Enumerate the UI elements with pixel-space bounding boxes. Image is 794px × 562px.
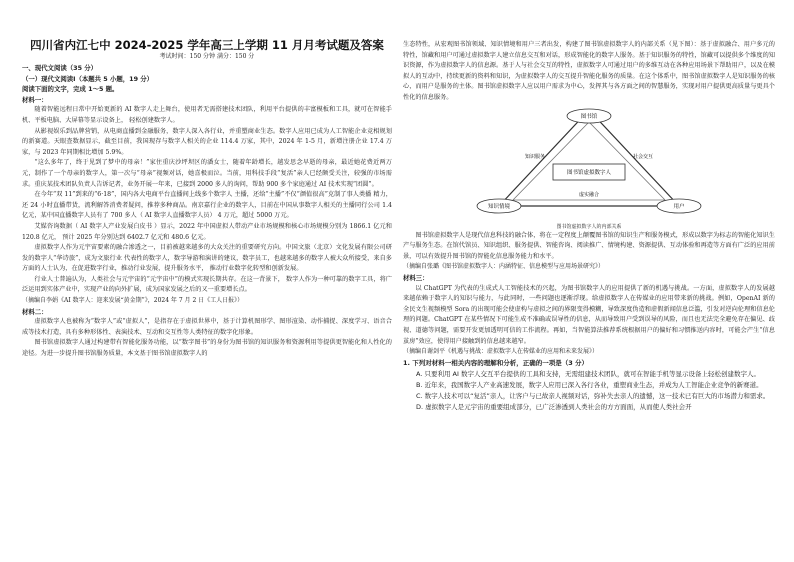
- option-c: C. 数字人技术可以“复活”亲人，让客户与已故亲人视频对话，弥补失去亲人的遗憾，这一技术已有巨大的市场潜力和需求。: [416, 391, 770, 400]
- material-2-label: 材料二：: [22, 307, 48, 316]
- question-1-stem: 1. 下列对材料一相关内容的理解和分析，正确的一项是（3 分）: [403, 358, 589, 367]
- reading-instruction: 阅读下面的文字，完成 1～5 题。: [22, 85, 119, 94]
- material-1-label: 材料一：: [22, 95, 48, 104]
- exam-info: 考试时间：150 分钟 满分：150 分: [159, 53, 255, 60]
- material-1-paragraph: 虚拟数字人作为元宇宙要素的融合渗透之一，目前被越来越多的大众关注的重要研究方向。中国文旅（北京）文化发展有限公司研发的数字人“华诗旅”，成为文旅行业 代表性的数字人，数字导游和演讲的建议，数字员工，也越来越多的数字人被大众所接受，来自多方面的人士认为，在促进数字行业，推动行业发展，提升服务水平， 推动行业数字化转型和创新发展。: [22, 244, 392, 273]
- material-2-paragraph: 虚拟数字人也被称为“数字人”或“虚拟人”，是指存在于虚拟世界中，基于计算机图形学、图形渲染、动作捕捉、深度学习、语音合成等技术打造，具有多种形体性、表演技术、互动和交互性等人类特征的数字化形象。: [22, 318, 392, 336]
- diagram-edge-label: 知识服务: [524, 153, 546, 160]
- material-2-source: （摘编自张璐《图书馆虚拟数字人：内涵特征、信息模型与应用场景研究》）: [403, 263, 605, 271]
- diagram-label: 图书馆: [580, 113, 598, 120]
- diagram-label: 知识情境: [487, 203, 511, 210]
- diagram-label: 用户: [673, 203, 685, 210]
- material-3-source: （摘编自谢剑平《机遇与挑战：虚拟数字人在传媒业的应用和未来发展》）: [403, 348, 599, 356]
- material-3-paragraph: 以 ChatGPT 为代表的生成式人工智能技术的兴起，为图书馆数字人的应用提供了新的机遇与挑战。一方面，虚拟数字人的发展越来越依赖于数字人的知识与能力，与此同时，一些问题也逐渐浮现。给虚拟数字人在传媒业的应用带来新的挑战。例如，OpenAI 新的全民文生视频模型 Sora 的出现可能会使虚构与虚拟之间的界限变得模糊，导致深度伪造和虚假新闻信息泛滥，引发对逆向伦理和信息伦理的问题。ChatGPT 在某些情况下可能生成不准确或误导性的信息，从而导致用户受到误导的风险，而且也无法完全避免存在偏见、歧视、道德等问题，需要开发更加透明可信的工作流程。再如，当智能算法推荐系统根据用户的偏好和习惯推送内容时，可能会产生“信息茧房”效应，使得用户接触到的信息越来越窄。: [403, 284, 775, 345]
- diagram-edge-label: 社会交互: [632, 153, 654, 160]
- diagram-center-label: 图书馆虚拟数字人: [566, 169, 612, 176]
- option-b: B. 近年来，我国数字人产业高速发展，数字人应用已深入各行各业，重塑商业生态，并成为人工智能企业竞争的新赛道。: [416, 380, 763, 389]
- diagram-svg: [403, 106, 775, 222]
- material-3-label: 材料三：: [403, 273, 429, 282]
- right-column: [403, 0, 775, 413]
- subsection-heading: （一）现代文阅读Ⅰ（本题共 5 小题，19 分）: [22, 74, 154, 83]
- diagram-caption: 图书馆虚拟数字人的内部关系: [556, 223, 622, 230]
- material-1-paragraph: 艾媒咨询数据（ AI 数字人产业发展白皮书 ）显示，2022 年中国虚拟人带动产业市场规模和核心市场规模分别为 1866.1 亿元和 120.8 亿元， 预计 2025 年分别达到 6402.7 亿元和 480.6 亿元。: [22, 222, 392, 241]
- material-1-paragraph: 行业人士普遍认为，人类社会与元宇宙的“元宇宙中”的模式实现长期共存。在这一背景下， 数字人作为一种可靠的数字工具，将广泛运用到实体产业中，实现产业的向外扩展，成为国家发展之后的又一重要增长点。: [22, 275, 392, 294]
- material-2-paragraph: 图书馆虚拟数字人是现代信息科技的融合体，将在一定程度上颠覆图书馆的知识生产和服务模式，形成以数字为标志的智能化知识生产与服务生态。在馆代馆员、知识组织、服务提供、智能咨询、阅读推广、情境构建、资源提供、互动体验和再造等方面有广泛的应用前景，可以有效提升图书馆的智能化信息服务能力和水平。: [403, 231, 775, 260]
- option-a: A. 只要利用 AI 数字人交互平台提供的工具和支持，无需组建技术团队，就可在智能手机等显示设备上轻松创建数字人。: [416, 369, 760, 378]
- document-title: 四川省内江七中 2024-2025 学年高三上学期 11 月月考试题及答案: [30, 38, 384, 52]
- relationship-diagram: [403, 106, 775, 222]
- option-d: D. 虚拟数字人是元宇宙的重要组成部分，已广泛渗透到人类社会的方方面面，从而使人类社会开: [416, 402, 692, 411]
- material-2-continued: 生态特性，从宏观图书馆领域、知识情境和用户三者出发，构建了图书馆虚拟数字人的内部关系（见下图）：基于虚拟融合、用户多元的特性，馆藏和用户可通过虚拟数字人建立信息交互和对话，形成智能化的数字人服务。基于知识服务的特性，馆藏可以提供多个维度的知识资源，作为虚拟数字人的信息源。基于人与社会交互的特性，虚拟数字人可通过用户的多维互动在各种应用场景下帮助用户，以及在模拟人的互动中，持续更新的资料和知识，为虚拟数字人的交互提升智能化服务的质量。在这个体系中，图书馆虚拟数字人是知识服务的核心，而用户是服务的主体。图书馆虚拟数字人应以用户需求为中心，发挥其与各方面之间的智慧服务，实现对用户提供更高质量与更具个性化的信息服务。: [403, 41, 775, 101]
- diagram-edge-label: 虚实融合: [578, 191, 600, 198]
- material-1-paragraph: “这么多年了，终于见到了梦中的母亲！”家住重庆沙坪坝区的潘女士，随着年龄增长，越发思念早逝的母亲，最近她花费近两万元，制作了一个母亲的数字人，第一次与“母亲”视频对话，她喜极而泣。当前，用科技手段“复活”亲人已经颇受关注，较强的市场需求。重庆某技术团队负责人告诉记者，业务开展一年来，已接到 2000 多人的询问，帮助 900 多个家庭通过 AI 技术实现“团圆”。: [22, 159, 392, 188]
- material-1-paragraph: 从影视娱乐到品牌营销，从电商直播到金融服务，数字人深入各行业，并重塑商业生态。数字人应用已成为人工智能企业竞相规划的新赛道。天眼查数据显示，截至目前，我国现存与数字人相关的企业 114.4 万家，其中，2024 年 1-5 月，新增注册企业 17.4 万家，与 2023 年同期相比增加 5.9%。: [22, 127, 392, 156]
- section-heading: 一、现代文阅读（35 分）: [22, 64, 98, 72]
- left-column: [22, 0, 392, 360]
- material-1-source: （摘编自李娟《AI 数字人：迎来发展“黄金期”》，2024 年 7 月 2 日《工人日报》）: [22, 297, 244, 305]
- material-1-paragraph: 在今年“双 11”到来的“6·18”，国内各大电商平台直播间上线多个数字人 主播，还给“主播”不仅“颜值很高”克制了事人类播 精力，还 24 小时直播带货，流利解答消费者疑问，推荐多种商品。南京嘉行企业的数字人，目前在中国从事数字人相关的主播同行公司 1.4 亿元，某中国直播数字人员有了 700 多人（ AI 数字人直播数字人员） 4 万元，超过 5000 万元。: [22, 191, 392, 220]
- material-2-paragraph: 图书馆虚拟数字人通过构建带有智能化服务功能，以“数字图书”的身份为图书馆的知识服务和资源利用等提供更智能化和人性化的途径。为进一步提升图书馆服务质量，本文基于图书馆虚拟数字人的: [22, 339, 392, 358]
- material-1-paragraph: 随着智能远程日常中开始更新的 AI 数字人走上舞台，使用者无需搭建技术团队，利用平台提供的丰富模板和工具，就可在智能手机、平板电脑、大屏幕等显示设备上， 轻松创建数字人。: [22, 106, 392, 124]
